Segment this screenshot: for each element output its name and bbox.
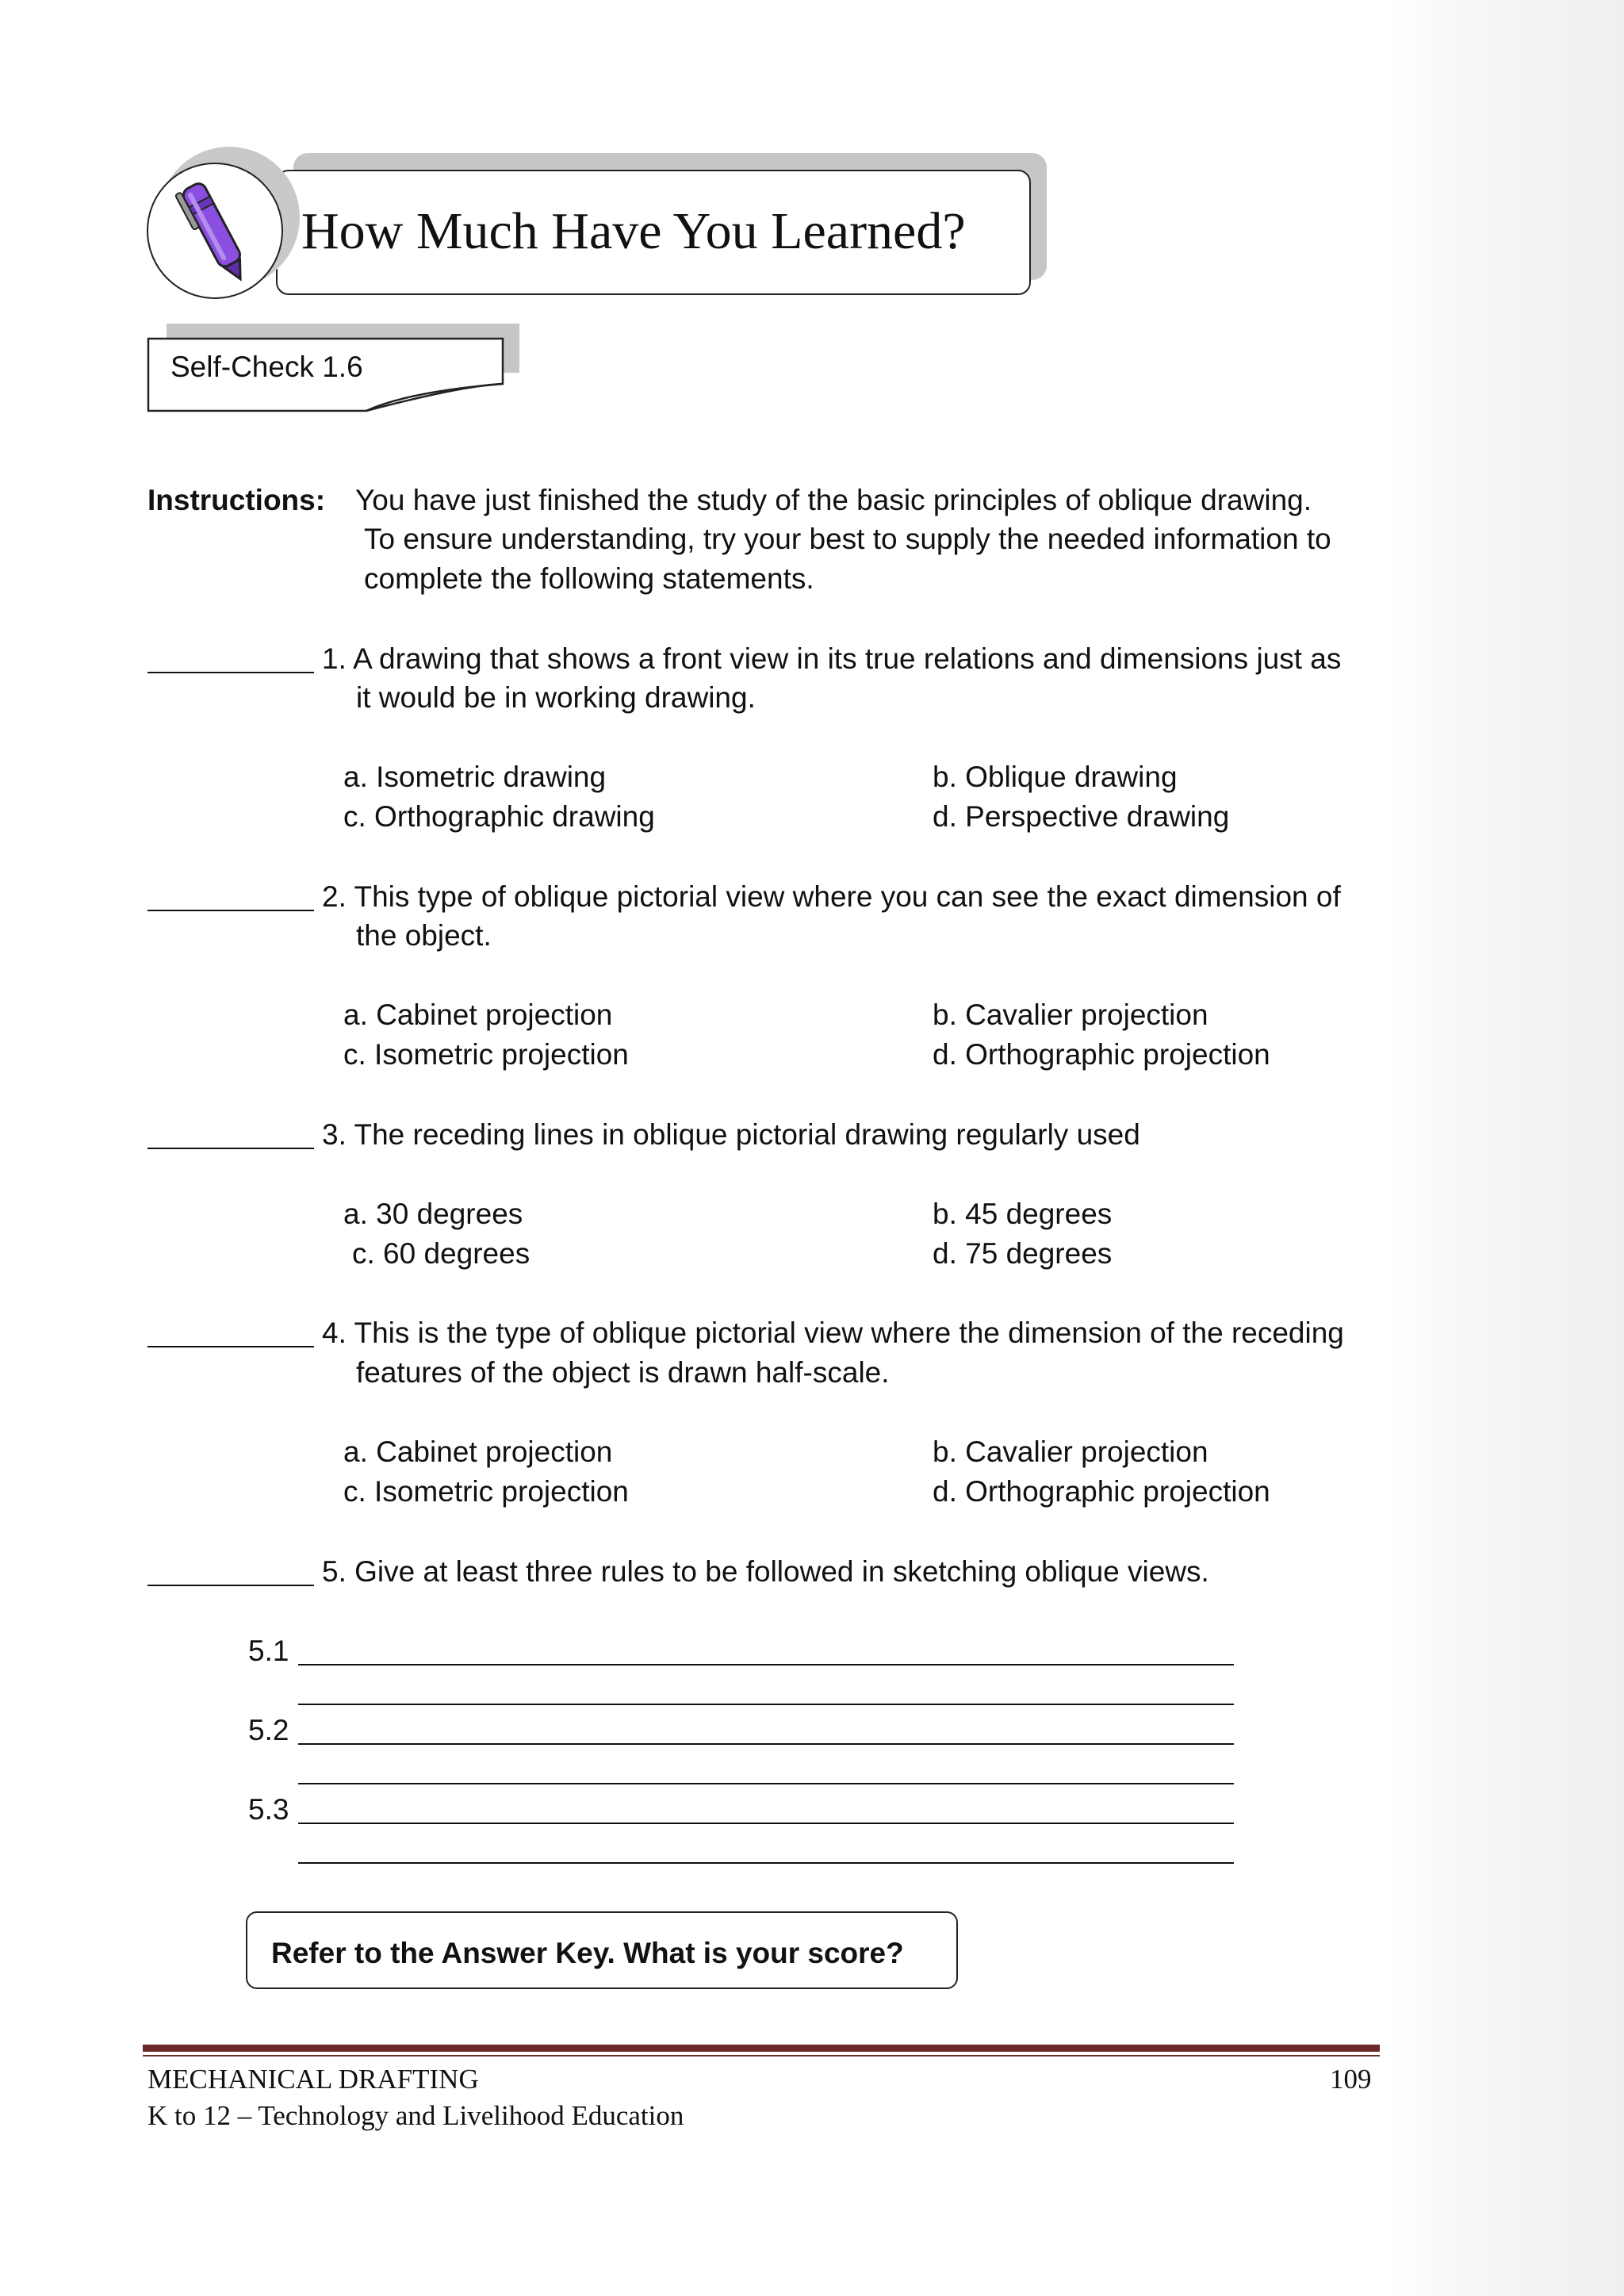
- choice-3b: b. 45 degrees: [933, 1198, 1113, 1230]
- rule-answer-line[interactable]: [298, 1862, 1234, 1864]
- instructions-label: Instructions:: [147, 484, 326, 516]
- question-2-text: the object.: [356, 919, 492, 952]
- footer-program: K to 12 – Technology and Livelihood Education: [147, 2100, 684, 2131]
- footer-rule: [143, 2045, 1380, 2052]
- choice-2d: d. Orthographic projection: [933, 1038, 1270, 1071]
- choice-3a: a. 30 degrees: [343, 1198, 523, 1230]
- question-5-text: 5. Give at least three rules to be followed in sketching oblique views.: [322, 1555, 1209, 1588]
- score-prompt-box: [246, 1911, 958, 1989]
- choice-4d: d. Orthographic projection: [933, 1475, 1270, 1508]
- score-prompt: Refer to the Answer Key. What is your score?: [271, 1937, 904, 1969]
- rule-number: 5.3: [248, 1793, 289, 1826]
- rule-answer-line[interactable]: [298, 1783, 1234, 1784]
- answer-blank-2[interactable]: [147, 910, 314, 911]
- answer-blank-4[interactable]: [147, 1346, 314, 1347]
- rule-number: 5.2: [248, 1714, 289, 1746]
- choice-2a: a. Cabinet projection: [343, 999, 613, 1031]
- question-3-text: 3. The receding lines in oblique pictorial drawing regularly used: [322, 1118, 1140, 1151]
- rule-answer-line[interactable]: [298, 1664, 1234, 1665]
- answer-blank-3[interactable]: [147, 1148, 314, 1149]
- page-edge-shade: [1386, 0, 1624, 2296]
- choice-3c: c. 60 degrees: [352, 1237, 530, 1270]
- footer-rule: [143, 2055, 1380, 2056]
- choice-1d: d. Perspective drawing: [933, 800, 1230, 833]
- title-banner: [276, 170, 1031, 295]
- choice-2b: b. Cavalier projection: [933, 999, 1208, 1031]
- page-title: How Much Have You Learned?: [301, 202, 966, 260]
- page-number: 109: [1330, 2064, 1372, 2095]
- answer-blank-1[interactable]: [147, 672, 314, 673]
- question-4-text: 4. This is the type of oblique pictorial view where the dimension of the receding: [322, 1317, 1344, 1349]
- footer-subject: MECHANICAL DRAFTING: [147, 2064, 479, 2095]
- rule-answer-line[interactable]: [298, 1823, 1234, 1824]
- rule-answer-line[interactable]: [298, 1704, 1234, 1705]
- rule-number: 5.1: [248, 1635, 289, 1667]
- question-4-text: features of the object is drawn half-scale.: [356, 1356, 890, 1389]
- choice-3d: d. 75 degrees: [933, 1237, 1113, 1270]
- self-check-label: Self-Check 1.6: [170, 351, 363, 383]
- pen-icon: [148, 164, 283, 299]
- choice-1b: b. Oblique drawing: [933, 761, 1178, 793]
- rule-answer-line[interactable]: [298, 1743, 1234, 1745]
- icon-circle: [147, 163, 283, 299]
- question-1-text: it would be in working drawing.: [356, 681, 756, 714]
- instructions-line: To ensure understanding, try your best to supply the needed information to: [364, 523, 1331, 555]
- instructions-line: complete the following statements.: [364, 562, 814, 595]
- choice-4b: b. Cavalier projection: [933, 1435, 1208, 1468]
- choice-2c: c. Isometric projection: [343, 1038, 629, 1071]
- choice-1a: a. Isometric drawing: [343, 761, 607, 793]
- instructions-line: You have just finished the study of the basic principles of oblique drawing.: [355, 484, 1312, 516]
- question-1-text: 1. A drawing that shows a front view in its true relations and dimensions just as: [322, 642, 1342, 675]
- answer-blank-5[interactable]: [147, 1585, 314, 1586]
- choice-4c: c. Isometric projection: [343, 1475, 629, 1508]
- choice-4a: a. Cabinet projection: [343, 1435, 613, 1468]
- question-2-text: 2. This type of oblique pictorial view where you can see the exact dimension of: [322, 880, 1341, 913]
- choice-1c: c. Orthographic drawing: [343, 800, 655, 833]
